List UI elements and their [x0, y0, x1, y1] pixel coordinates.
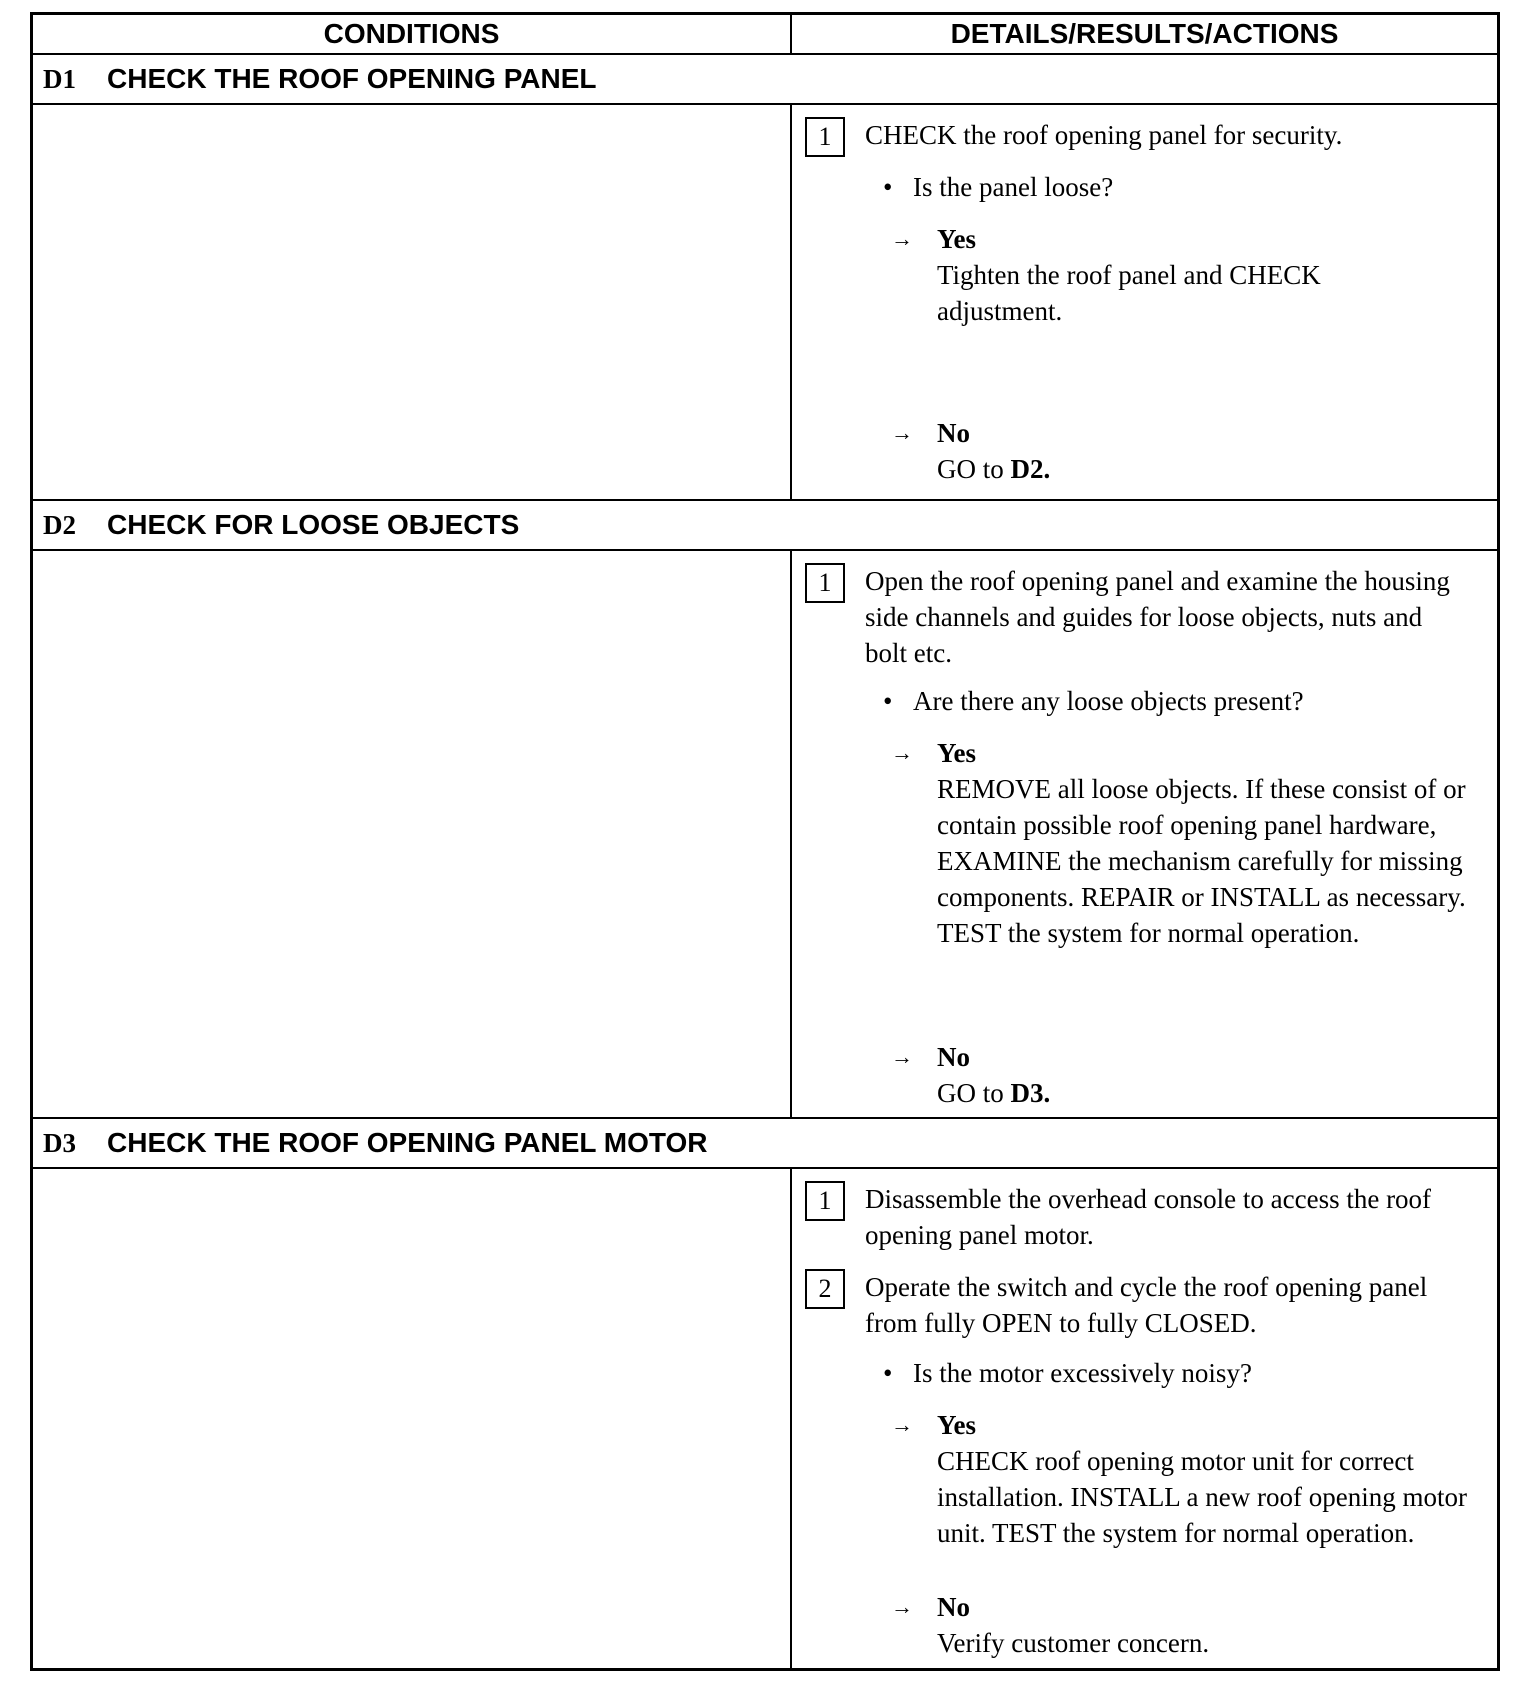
section-id: D1 [43, 63, 76, 94]
question: • Is the motor excessively noisy? [883, 1358, 1252, 1388]
step [805, 1269, 1487, 1341]
goto-target: D2. [1010, 454, 1051, 484]
yes-answer [891, 1407, 1487, 1587]
yes-label: Yes [937, 1410, 976, 1440]
section-d3-header [33, 1119, 1497, 1167]
step-number: 1 [805, 117, 845, 157]
no-label: No [937, 418, 970, 448]
step-text: Open the roof opening panel and examine the housing side channels and guides for loose objects, nuts and bolt etc. [865, 566, 1450, 668]
section-title: CHECK THE ROOF OPENING PANEL [107, 63, 597, 94]
arrow-right-icon: → [891, 420, 913, 445]
no-answer [891, 1589, 1487, 1665]
table-header [33, 15, 1497, 53]
no-label: No [937, 1042, 970, 1072]
no-text: Verify customer concern. [937, 1628, 1210, 1658]
arrow-right-icon: → [891, 740, 913, 765]
no-text: GO to D3. [937, 1078, 1051, 1108]
step-text: CHECK the roof opening panel for security. [865, 120, 1343, 150]
arrow-right-icon: → [891, 1412, 913, 1437]
step [805, 117, 1487, 153]
question-text: Is the motor excessively noisy? [913, 1358, 1252, 1388]
arrow-right-icon: → [891, 1044, 913, 1069]
yes-answer [891, 221, 1487, 331]
yes-text: Tighten the roof panel and CHECK adjustment. [937, 260, 1321, 326]
step-number: 2 [805, 1269, 845, 1309]
conditions-header: CONDITIONS [323, 18, 500, 49]
question-text: Is the panel loose? [913, 172, 1114, 202]
section-id: D2 [43, 509, 76, 540]
section-d2-body [33, 551, 1497, 1117]
step-number: 1 [805, 563, 845, 603]
no-label: No [937, 1592, 970, 1622]
section-id: D3 [43, 1127, 76, 1158]
arrow-right-icon: → [891, 1594, 913, 1619]
arrow-right-icon: → [891, 226, 913, 251]
question-text: Are there any loose objects present? [913, 686, 1304, 716]
section-title: CHECK FOR LOOSE OBJECTS [107, 509, 520, 540]
section-d1-body [33, 105, 1497, 499]
question: • Are there any loose objects present? [883, 686, 1304, 716]
details-cell [793, 551, 1497, 1117]
section-d1-header [33, 55, 1497, 103]
step-text: Disassemble the overhead console to access the roof opening panel motor. [865, 1184, 1432, 1250]
diagnostic-table [30, 12, 1500, 1671]
details-cell [793, 105, 1497, 499]
section-title: CHECK THE ROOF OPENING PANEL MOTOR [107, 1127, 708, 1158]
yes-label: Yes [937, 224, 976, 254]
yes-text: CHECK roof opening motor unit for correct installation. INSTALL a new roof opening motor unit. TEST the system for normal operation. [937, 1446, 1467, 1548]
section-d3-body [33, 1169, 1497, 1668]
step [805, 1181, 1487, 1253]
step [805, 563, 1487, 671]
question: • Is the panel loose? [883, 172, 1114, 202]
no-answer [891, 1039, 1487, 1115]
yes-text: REMOVE all loose objects. If these consist of or contain possible roof opening panel hardware, EXAMINE the mechanism carefully for missing components. REPAIR or INSTALL as necessary. TEST the system for normal operation. [937, 774, 1466, 948]
details-cell [793, 1169, 1497, 1668]
no-text: GO to D2. [937, 454, 1051, 484]
section-d2-header [33, 501, 1497, 549]
no-answer [891, 415, 1487, 495]
details-header: DETAILS/RESULTS/ACTIONS [950, 18, 1339, 49]
step-text: Operate the switch and cycle the roof opening panel from fully OPEN to fully CLOSED. [865, 1272, 1428, 1338]
yes-answer [891, 735, 1487, 1025]
yes-label: Yes [937, 738, 976, 768]
step-number: 1 [805, 1181, 845, 1221]
goto-target: D3. [1010, 1078, 1051, 1108]
